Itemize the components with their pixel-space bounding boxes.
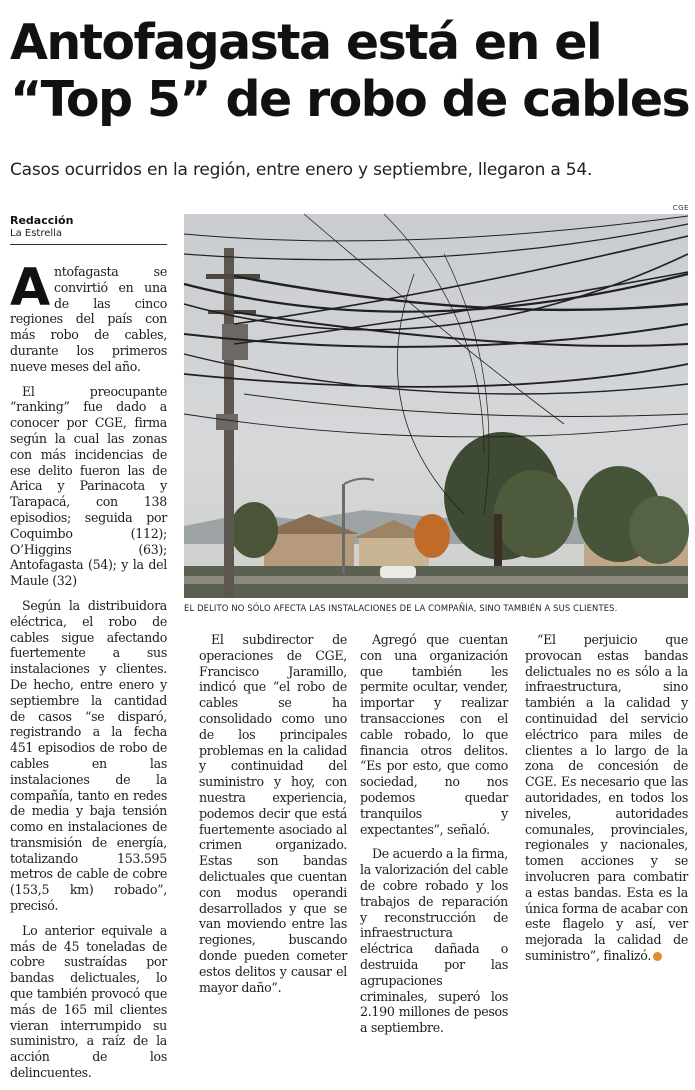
article-photo	[184, 214, 688, 598]
byline-author: Redacción	[10, 214, 74, 227]
drop-cap: A	[10, 258, 50, 318]
subheadline: Casos ocurridos en la región, entre enero y septiembre, llegaron a 54.	[10, 160, 593, 180]
paragraph-1-text: ntofagasta se convirtió en una de las cinco regiones del país con más robo de cables, durante los primeros nueve meses del año.	[10, 264, 167, 374]
paragraph-2: El preocupante “ranking” fue dado a conocer por CGE, firma según la cual las zonas con más incidencias de ese delito fueron las de Arica y Parinacota y Tarapacá, con 138 episodios; seguida por Coquimbo (112); O’Higgins (63); Antofagasta (54); y la del Maule (32)	[10, 383, 167, 589]
headline	[10, 14, 690, 128]
text-column-2	[199, 632, 347, 1004]
paragraph-4: Lo anterior equivale a más de 45 toneladas de cobre sustraídas por bandas delictuales, lo que también provocó que más de 165 mil clientes vieran interrumpido su suministro, a raíz de la acción de los delincuentes.	[10, 922, 167, 1081]
paragraph-5: El subdirector de operaciones de CGE, Francisco Jaramillo, indicó que “el robo de cables se ha consolidado como uno de los principales problemas en la calidad y continuidad del suministro y hoy, con nuestra experiencia, podemos decir que está fuertemente asociado al crimen organizado. Estas son bandas delictuales que cuentan con modus operandi desarrollados y que se van moviendo entre las regiones, buscando donde pueden cometer estos delitos y causar el mayor daño”.	[199, 632, 347, 995]
photo-credit: CGE	[672, 204, 689, 212]
paragraph-8	[525, 632, 688, 964]
headline-line-1: Antofagasta está en el	[10, 14, 602, 71]
paragraph-3: Según la distribuidora eléctrica, el robo de cables sigue afectando fuertemente a sus instalaciones y clientes. De hecho, entre enero y septiembre la cantidad de casos “se disparó, registrando a la fecha 451 episodios de robo de cables en las instalaciones de la compañía, tanto en redes de media y baja tensión como en instalaciones de transmisión de energía, totalizando 153.595 metros de cable de cobre (153,5 km) robado”, precisó.	[10, 597, 167, 914]
text-column-1	[10, 258, 167, 1090]
paragraph-6: Agregó que cuentan con una organización que también les permite ocultar, vender, importar y realizar transacciones con el cable robado, lo que financia otros delitos. “Es por esto, que como sociedad, no nos podemos quedar tranquilos y expectantes”, señaló.	[360, 632, 508, 837]
end-mark-icon	[653, 952, 662, 961]
byline	[10, 214, 167, 245]
byline-divider	[10, 244, 167, 245]
paragraph-1	[10, 258, 167, 375]
power-lines-photo	[184, 214, 688, 598]
text-column-3	[360, 632, 508, 1045]
byline-outlet: La Estrella	[10, 228, 63, 239]
paragraph-8-text: “El perjuicio que provocan estas bandas delictuales no es sólo a la infraestructura, sino también a la calidad y continuidad del servicio eléctrico para miles de clientes a lo largo de la zona de concesión de CGE. Es necesario que las autoridades, en todos los niveles, autoridades comunales, provinciales, regionales y nacionales, tomen acciones y se involucren para combatir a estas bandas. Esta es la única forma de acabar con este flagelo y así, ver mejorada la calidad de suministro”, finalizó.	[525, 632, 688, 963]
headline-line-2: “Top 5” de robo de cables	[10, 71, 690, 128]
paragraph-7: De acuerdo a la firma, la valorización del cable de cobre robado y los trabajos de reparación y reconstrucción de infraestructura eléctrica dañada o destruida por las agrupaciones criminales, superó los 2.190 millones de pesos a septiembre.	[360, 846, 508, 1036]
text-column-4	[525, 632, 688, 973]
photo-caption: EL DELITO NO SÓLO AFECTA LAS INSTALACIONES DE LA COMPAÑÍA, SINO TAMBIÉN A SUS CLIENTES.	[184, 603, 618, 613]
